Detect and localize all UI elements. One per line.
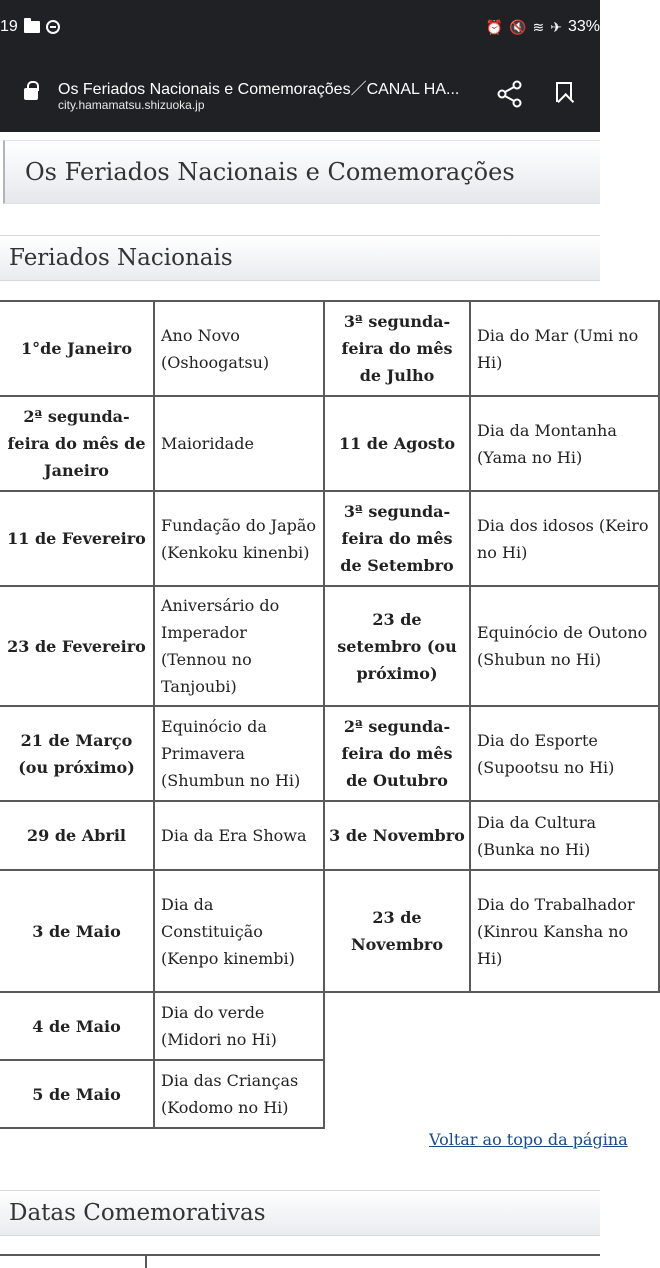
holiday-date: 1°de Janeiro — [0, 301, 154, 396]
holiday-date: 4 de Maio — [0, 992, 154, 1060]
holiday-name: Maioridade — [154, 396, 324, 491]
section-heading-feriados: Feriados Nacionais — [0, 235, 600, 281]
status-left — [0, 18, 60, 36]
holiday-date: 29 de Abril — [0, 801, 154, 870]
holiday-name: Dia da Era Showa — [154, 801, 324, 870]
table-row — [0, 491, 659, 586]
status-right — [486, 18, 600, 36]
holiday-name: Ano Novo (Oshoogatsu) — [154, 301, 324, 396]
holiday-name: Dia dos idosos (Keiro no Hi) — [470, 491, 659, 586]
battery-percentage: 33% — [567, 18, 600, 35]
holiday-name: Dia da Montanha (Yama no Hi) — [470, 396, 659, 491]
back-to-top-link[interactable]: Voltar ao topo da página — [429, 1130, 628, 1149]
bookmark-icon[interactable] — [556, 82, 572, 102]
mute-icon: 🔇 — [509, 18, 527, 35]
wifi-icon: ≋ — [532, 18, 545, 35]
holiday-date: 21 de Março (ou próximo) — [0, 706, 154, 801]
holiday-date: 23 de setembro (ou próximo) — [324, 586, 470, 706]
holiday-date: 3ª segunda-feira do mês de Setembro — [324, 491, 470, 586]
holiday-name: Dia do Esporte (Supootsu no Hi) — [470, 706, 659, 801]
holiday-date: 5 de Maio — [0, 1060, 154, 1128]
holiday-name: Dia da Cultura (Bunka no Hi) — [470, 801, 659, 870]
holiday-date: 3ª segunda-feira do mês de Julho — [324, 301, 470, 396]
holiday-date: 11 de Fevereiro — [0, 491, 154, 586]
holiday-name: Aniversário do Imperador (Tennou no Tanjoubi) — [154, 586, 324, 706]
holiday-date: 2ª segunda-feira do mês de Janeiro — [0, 396, 154, 491]
browser-domain[interactable]: city.hamamatsu.shizuoka.jp — [58, 98, 205, 112]
holiday-name: Dia da Constituição (Kenpo kinembi) — [154, 870, 324, 992]
table-row — [0, 870, 659, 992]
alarm-icon: ⏰ — [485, 18, 504, 35]
table-row — [0, 396, 659, 491]
holiday-name: Fundação do Japão (Kenkoku kinenbi) — [154, 491, 324, 586]
status-time: 19 — [0, 18, 18, 35]
holiday-date: 23 de Novembro — [324, 870, 470, 992]
holiday-date: 3 de Maio — [0, 870, 154, 992]
empty-cell — [324, 992, 659, 1128]
status-bar — [0, 0, 600, 58]
page-content — [0, 132, 649, 1268]
table-row — [0, 706, 659, 801]
browser-page-title[interactable]: Os Feriados Nacionais e Comemorações／CANAL HA... — [58, 81, 460, 98]
holiday-date: 11 de Agosto — [324, 396, 470, 491]
share-icon[interactable] — [496, 80, 524, 108]
holiday-date: 23 de Fevereiro — [0, 586, 154, 706]
do-not-disturb-icon — [46, 20, 60, 34]
table-row — [0, 301, 659, 396]
holiday-name: Dia do verde (Midori no Hi) — [154, 992, 324, 1060]
holiday-name: Dia do Mar (Umi no Hi) — [470, 301, 659, 396]
folder-icon — [24, 21, 40, 33]
holiday-name: Dia das Crianças (Kodomo no Hi) — [154, 1060, 324, 1128]
holiday-date: 3 de Novembro — [324, 801, 470, 870]
airplane-icon: ✈ — [550, 18, 562, 35]
table-divider — [145, 1254, 147, 1268]
table-row — [0, 992, 659, 1060]
table-row — [0, 801, 659, 870]
holidays-table — [0, 300, 660, 1129]
holiday-date: 2ª segunda-feira do mês de Outubro — [324, 706, 470, 801]
section-heading-datas: Datas Comemorativas — [0, 1190, 600, 1236]
table-divider — [0, 1254, 600, 1256]
holiday-name: Equinócio de Outono (Shubun no Hi) — [470, 586, 659, 706]
table-row — [0, 586, 659, 706]
holiday-name: Dia do Trabalhador (Kinrou Kansha no Hi) — [470, 870, 659, 992]
holiday-name: Equinócio da Primavera (Shumbun no Hi) — [154, 706, 324, 801]
lock-icon[interactable] — [24, 88, 38, 100]
page-title: Os Feriados Nacionais e Comemorações — [3, 140, 600, 204]
